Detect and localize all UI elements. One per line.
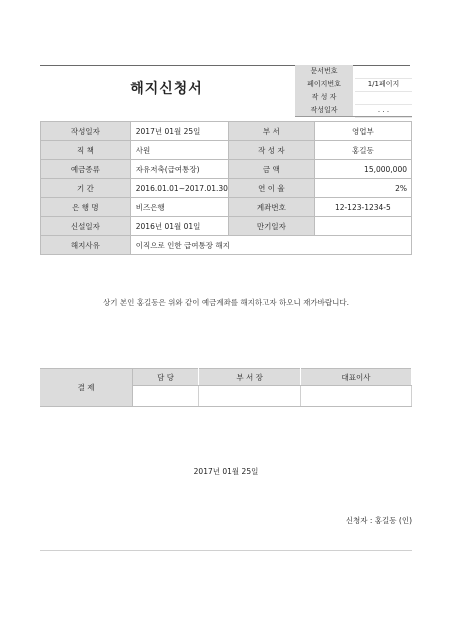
meta-label: 작 성 자 (295, 91, 353, 105)
table-row (41, 198, 412, 217)
statement-text: 상기 본인 홍길동은 위와 같이 예금계좌를 해지하고자 하오니 재가바랍니다. (102, 298, 350, 307)
interest-value: 2% (314, 179, 411, 198)
deposit-type-label: 예금종류 (41, 160, 131, 179)
table-row (41, 179, 412, 198)
role-manager: 부 서 장 (199, 369, 301, 386)
amount-value: 15,000,000 (314, 160, 411, 179)
position-value: 사원 (130, 141, 228, 160)
interest-label: 연 이 율 (228, 179, 314, 198)
meta-author (295, 91, 412, 104)
meta-value (355, 65, 412, 79)
meta-label: 페이지번호 (295, 78, 353, 92)
approval-table (40, 368, 412, 407)
open-date-value: 2016년 01월 01일 (130, 217, 228, 236)
department-label: 부 서 (228, 122, 314, 141)
meta-value (355, 91, 412, 105)
info-table (40, 121, 412, 255)
table-row (41, 236, 412, 255)
sign-box-ceo (301, 386, 412, 407)
document-title: 해지신청서 (130, 81, 203, 97)
period-value: 2016.01.01~2017.01.30 (130, 179, 228, 198)
maturity-value (314, 217, 411, 236)
meta-value: . . . (355, 104, 412, 118)
written-date-label: 작성일자 (41, 122, 131, 141)
meta-doc-number (295, 65, 412, 78)
role-staff: 담 당 (133, 369, 199, 386)
department-value: 영업부 (314, 122, 411, 141)
meta-value: 1/1페이지 (355, 78, 412, 92)
open-date-label: 신설일자 (41, 217, 131, 236)
meta-page-number (295, 78, 412, 91)
sign-box-manager (199, 386, 301, 407)
bank-value: 비즈은행 (130, 198, 228, 217)
amount-label: 금 액 (228, 160, 314, 179)
author-value: 홍길동 (314, 141, 411, 160)
application-date: 2017년 01월 25일 (193, 467, 259, 476)
account-label: 계좌번호 (228, 198, 314, 217)
reason-value: 이직으로 인한 급여통장 해지 (130, 236, 411, 255)
table-row (41, 122, 412, 141)
meta-label: 문서번호 (295, 65, 353, 79)
reason-label: 해지사유 (41, 236, 131, 255)
bank-label: 은 행 명 (41, 198, 131, 217)
footer-rule (40, 550, 412, 551)
sign-box-staff (133, 386, 199, 407)
position-label: 직 책 (41, 141, 131, 160)
approval-label: 결 제 (40, 369, 133, 407)
role-ceo: 대표이사 (301, 369, 412, 386)
meta-rule (295, 116, 412, 117)
written-date-value: 2017년 01월 25일 (130, 122, 228, 141)
maturity-label: 만기일자 (228, 217, 314, 236)
author-label: 작 성 자 (228, 141, 314, 160)
table-row (40, 369, 412, 386)
meta-label: 작성일자 (295, 104, 353, 118)
period-label: 기 간 (41, 179, 131, 198)
table-row (41, 217, 412, 236)
deposit-type-value: 자유저축(급여통장) (130, 160, 228, 179)
table-row (41, 141, 412, 160)
table-row (41, 160, 412, 179)
account-value: 12-123-1234-5 (314, 198, 411, 217)
applicant-signature: 신청자 : 홍길동 (인) (345, 516, 412, 525)
